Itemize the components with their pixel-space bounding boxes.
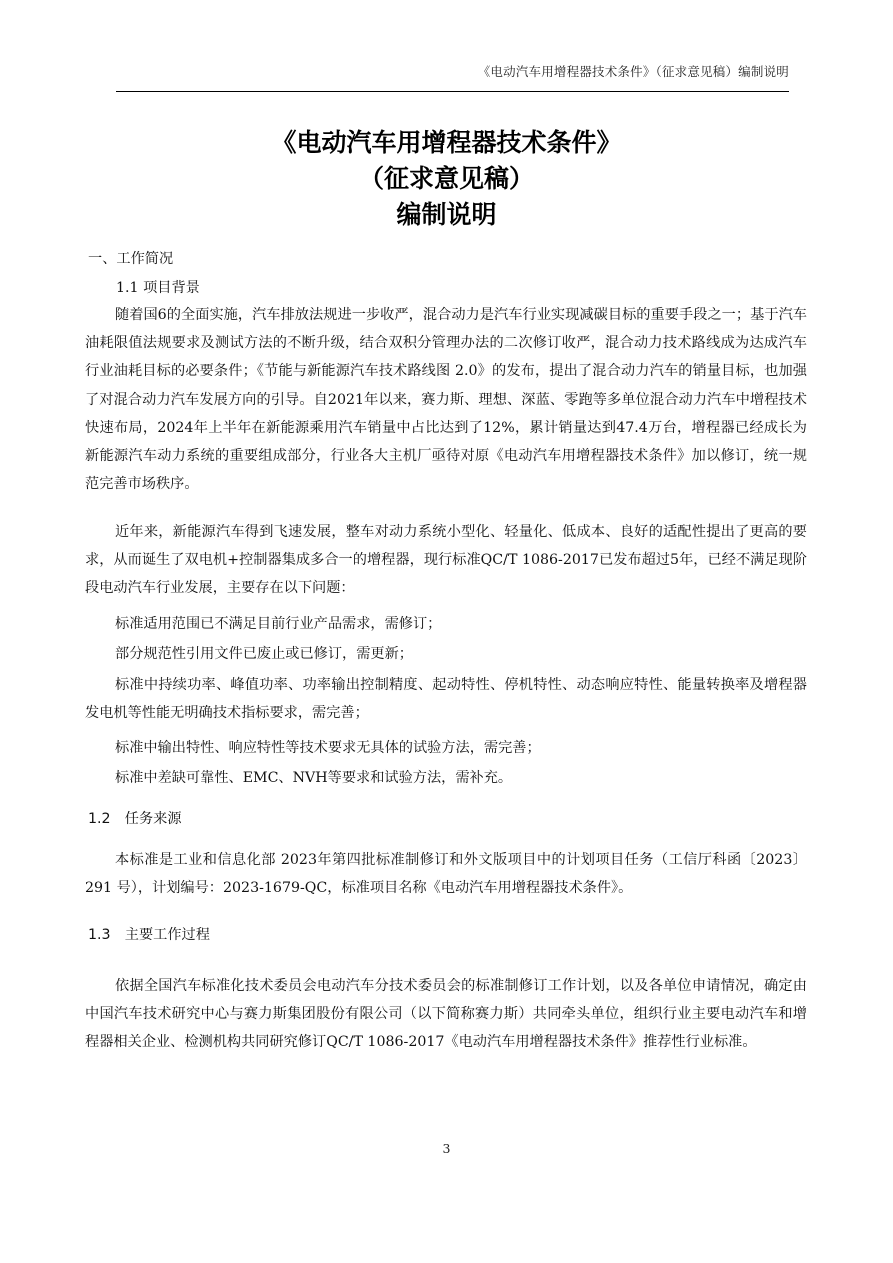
paragraph-work-process: 依据全国汽车标准化技术委员会电动汽车分技术委员会的标准制修订工作计划，以及各单位申请情况，确定由中国汽车技术研究中心与赛力斯集团股份有限公司（以下简称赛力斯）共同牵头单位，组织行业主要电动汽车和增程器相关企业、检测机构共同研究修订QC/T 1086-2017《电动汽车用增程器技术条件》推荐性行业标准。 [85, 978, 807, 1051]
title-line-3: 编制说明 [396, 200, 497, 229]
issue-item: 标准中输出特性、响应特性等技术要求无具体的试验方法，需完善； [115, 740, 541, 756]
paragraph-background-2: 近年来，新能源汽车得到飞速发展，整车对动力系统小型化、轻量化、低成本、良好的适配性提出了更高的要求，从而诞生了双电机+控制器集成多合一的增程器，现行标准QC/T 1086-2017已发布超过5年，已经不满足现阶段电动汽车行业发展，主要存在以下问题： [85, 524, 807, 597]
header-rule [116, 91, 789, 92]
section-heading-work-overview: 一、工作简况 [88, 251, 174, 267]
running-header: 《电动汽车用增程器技术条件》（征求意见稿）编制说明 [477, 64, 789, 79]
document-title [0, 125, 893, 233]
title-line-1: 《电动汽车用增程器技术条件》 [271, 128, 622, 157]
page-number: 3 [442, 1141, 451, 1156]
issue-item: 部分规范性引用文件已废止或已修订，需更新； [115, 646, 413, 662]
subsection-heading-task-source: 1.2 任务来源 [88, 811, 182, 827]
subsection-heading-work-process: 1.3 主要工作过程 [88, 927, 210, 943]
title-line-2: （征求意见稿） [358, 164, 534, 193]
subsection-heading-background: 1.1 项目背景 [116, 280, 200, 296]
issue-item: 标准中差缺可靠性、EMC、NVH等要求和试验方法，需补充。 [115, 770, 513, 786]
issue-item: 标准适用范围已不满足目前行业产品需求，需修订； [115, 616, 442, 632]
paragraph-background-1: 随着国6的全面实施，汽车排放法规进一步收严，混合动力是汽车行业实现减碳目标的重要手段之一；基于汽车油耗限值法规要求及测试方法的不断升级，结合双积分管理办法的二次修订收严，混合动力技术路线成为达成汽车行业油耗目标的必要条件；《节能与新能源汽车技术路线图 2.0》的发布，提出了混合动力汽车的销量目标，也加强了对混合动力汽车发展方向的引导。自2021年以来，赛力斯、理想、深蓝、零跑等多单位混合动力汽车中增程技术快速布局，2024年上半年在新能源乘用汽车销量中占比达到了12%，累计销量达到47.4万台，增程器已经成长为新能源汽车动力系统的重要组成部分，行业各大主机厂亟待对原《电动汽车用增程器技术条件》加以修订，统一规范完善市场秩序。 [85, 307, 807, 493]
issue-item: 标准中持续功率、峰值功率、功率输出控制精度、起动特性、停机特性、动态响应特性、能量转换率及增程器发电机等性能无明确技术指标要求，需完善； [85, 677, 807, 722]
paragraph-task-source: 本标准是工业和信息化部 2023年第四批标准制修订和外文版项目中的计划项目任务（工信厅科函〔2023〕291 号），计划编号：2023-1679-QC，标准项目名称《电动汽车用增程器技术条件》。 [85, 852, 807, 897]
